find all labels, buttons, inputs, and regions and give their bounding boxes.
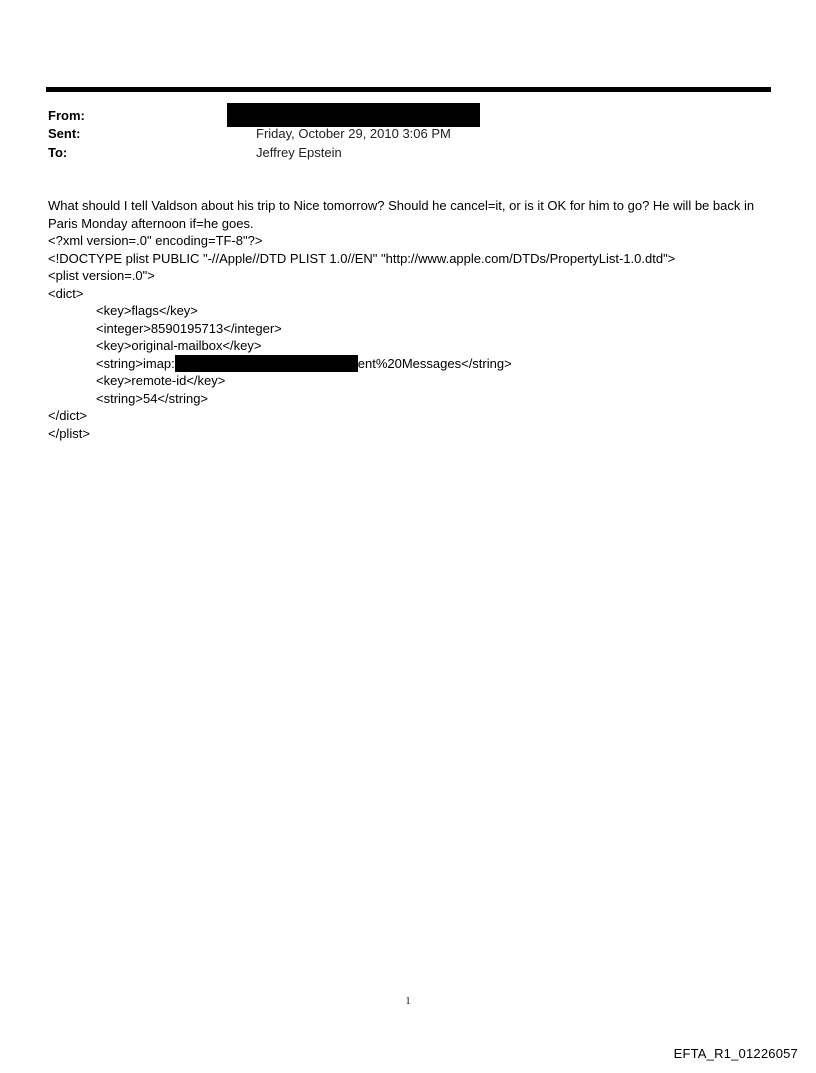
to-value: Jeffrey Epstein xyxy=(256,145,342,160)
header-rule xyxy=(46,87,771,92)
key-remote-id: <key>remote-id</key> xyxy=(96,373,226,388)
sent-label: Sent: xyxy=(48,126,81,141)
imap-redaction xyxy=(175,355,358,372)
dict-close: </dict> xyxy=(48,408,88,423)
from-redaction xyxy=(227,103,480,127)
string-imap xyxy=(48,355,778,373)
integer-flags: <integer>8590195713</integer> xyxy=(96,320,282,336)
dict-open: <dict> xyxy=(48,285,84,301)
key-flags: <key>flags</key> xyxy=(96,303,198,318)
page-number: 1 xyxy=(405,996,411,1007)
xml-declaration: <?xml version=.0" encoding=TF-8"?> xyxy=(48,233,263,248)
from-label: From: xyxy=(48,108,85,123)
string-remote-id: <string>54</string> xyxy=(96,390,209,406)
string-imap-start: <string>imap: xyxy=(96,355,175,371)
to-label: To: xyxy=(48,145,68,160)
plist-open: <plist version=.0"> xyxy=(48,268,155,283)
plist-close: </plist> xyxy=(48,425,90,441)
body-paragraph: What should I tell Valdson about his trip to Nice tomorrow? Should he cancel=it, or is it OK for him to go? He will be back in Paris Monday afternoon if=he goes. xyxy=(48,198,755,231)
email-body xyxy=(48,197,778,442)
key-original-mailbox: <key>original-mailbox</key> xyxy=(96,338,262,353)
string-imap-end: ent%20Messages</string> xyxy=(357,355,512,371)
doctype-line: <!DOCTYPE plist PUBLIC "-//Apple//DTD PLIST 1.0//EN" "http://www.apple.com/DTDs/PropertyList-1.0.dtd"> xyxy=(48,250,676,266)
sent-value: Friday, October 29, 2010 3:06 PM xyxy=(256,126,451,141)
bates-number: EFTA_R1_01226057 xyxy=(673,1046,798,1061)
